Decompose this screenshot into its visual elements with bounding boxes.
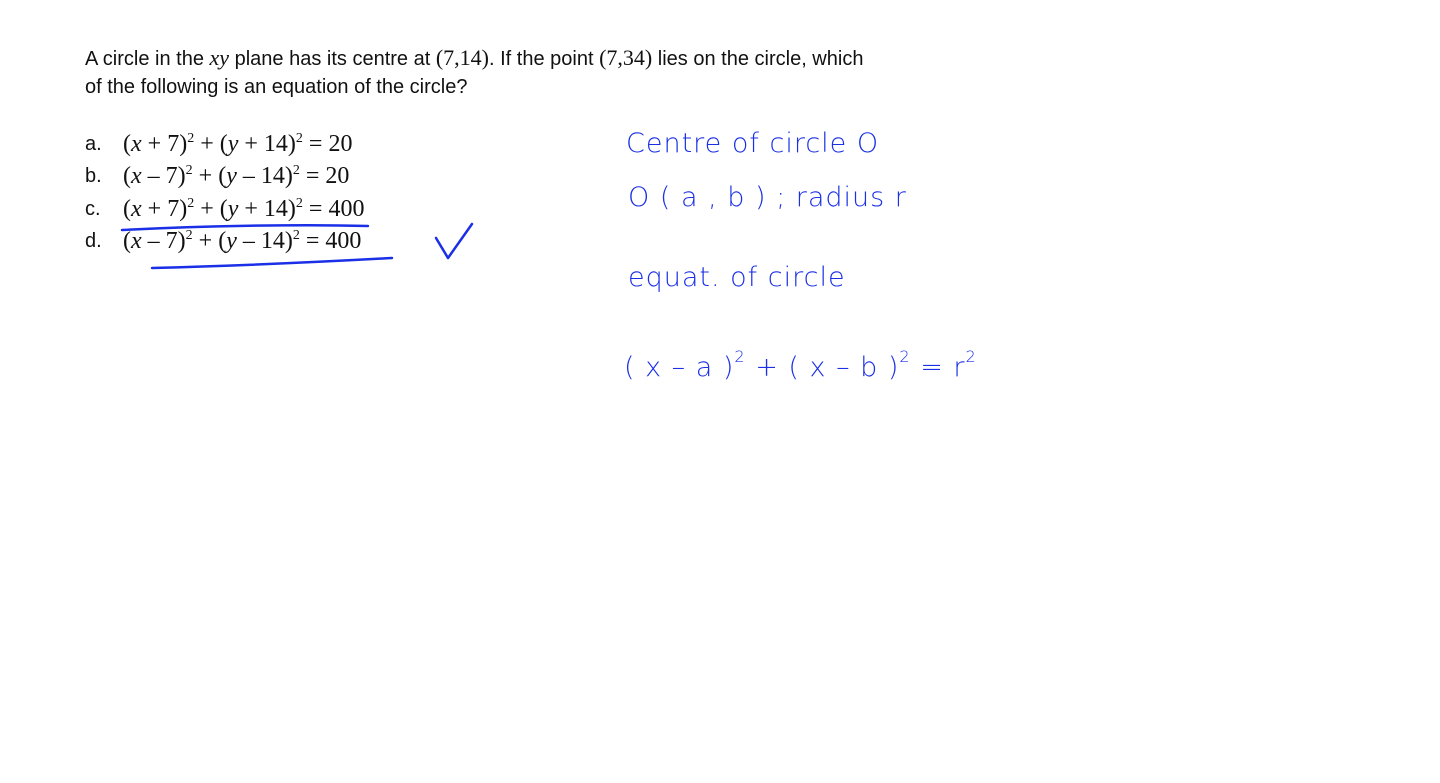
- option-letter: a.: [85, 132, 102, 155]
- math-var-xy: xy: [209, 45, 230, 70]
- note-radius: O ( a , b ) ; radius r: [628, 182, 907, 213]
- question-part: . If the point: [489, 48, 600, 70]
- question-part: of the following is an equation of the circle?: [85, 76, 468, 98]
- option-equation: $(x + 7)^2 + (y + 14)^2 = 400$: [123, 195, 365, 222]
- option-equation: $(x + 7)^2 + (y + 14)^2 = 20$: [123, 130, 353, 157]
- note-centre: Centre of circle O: [626, 128, 880, 159]
- option-letter: c.: [85, 197, 101, 220]
- option-equation: (x – 7)$^2$ + (y – 14)$^2$ = 20: [123, 163, 350, 190]
- option-equation: (x – 7)$^2$ + (y – 14)$^2$ = 400: [123, 228, 362, 255]
- centre-coordinates: (7,14): [435, 45, 489, 70]
- note-equation-heading: equat. of circle: [628, 262, 846, 293]
- underline-option-d: [152, 258, 392, 268]
- question-part: plane has its centre at: [229, 48, 436, 70]
- note-equation: ( x – a )$^2$ + ( x – b )$^2 = r^2$: [624, 347, 977, 383]
- point-coordinates: (7,34): [599, 45, 653, 70]
- question-part: lies on the circle, which: [652, 48, 864, 70]
- question-part: A circle in the: [85, 48, 210, 70]
- option-letter: b.: [85, 165, 102, 188]
- checkmark-icon: [436, 224, 472, 258]
- underline-option-c: [122, 225, 368, 230]
- option-letter: d.: [85, 230, 102, 253]
